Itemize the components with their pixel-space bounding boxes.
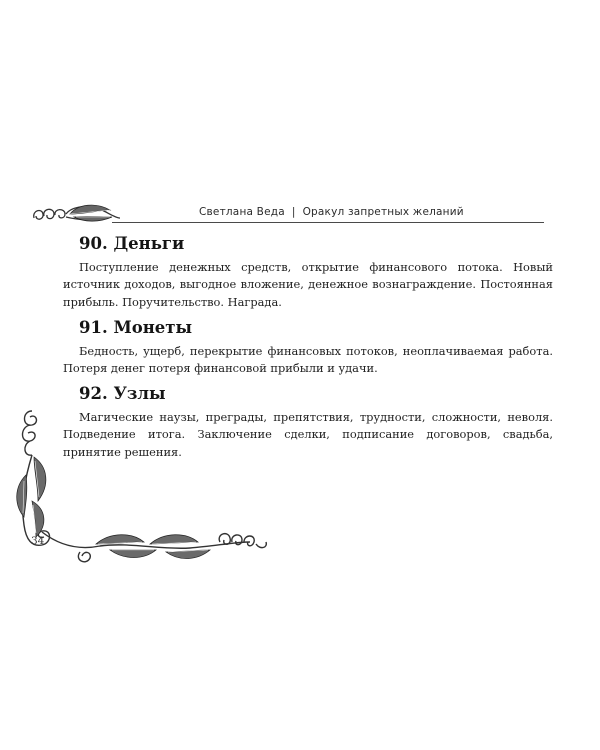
header-book-title: Оракул запретных желаний <box>302 206 464 218</box>
entry-91 <box>63 318 553 378</box>
entry-text: Поступление денежных средств, открытие финансового потока. Новый источник доходов, выгодное вложение, денежное вознаграждение. Постоянная прибыль. Поручительство. Награда. <box>63 260 553 309</box>
entry-heading: 91. Монеты <box>79 318 193 337</box>
header-rule <box>112 222 544 223</box>
entry-heading: 92. Узлы <box>79 384 166 403</box>
header-author: Светлана Веда <box>199 206 285 218</box>
entry-text: Магические наузы, преграды, препятствия, трудности, сложности, неволя. Подведение итога. Заключение сделки, подписание договоров, свадьба, принятие решения. <box>63 410 553 459</box>
running-header <box>199 206 464 218</box>
entry-90 <box>63 234 553 311</box>
header-separator: | <box>291 206 296 218</box>
entry-92 <box>63 384 553 461</box>
entry-text: Бедность, ущерб, перекрытие финансовых потоков, неоплачиваемая работа. Потеря денег потеря финансовой прибыли и удачи. <box>63 344 553 376</box>
entry-heading: 90. Деньги <box>79 234 185 253</box>
page-number: 34 <box>31 535 45 547</box>
bottom-vine-ornament-icon <box>40 520 270 570</box>
header-vine-ornament-icon <box>30 196 122 228</box>
